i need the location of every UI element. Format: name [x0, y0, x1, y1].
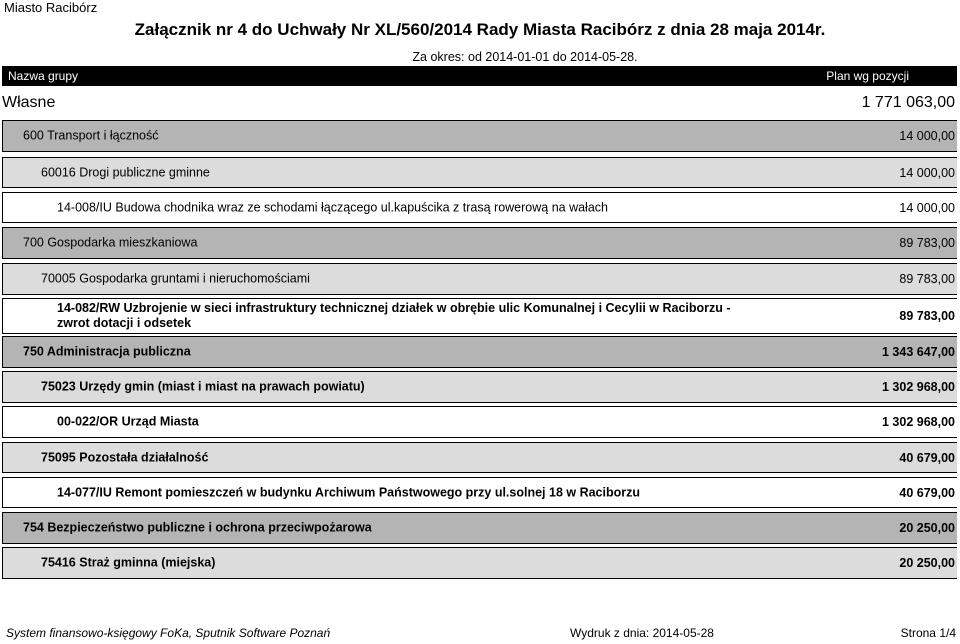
table-row-task — [2, 298, 957, 334]
city-name: Miasto Racibórz — [4, 0, 98, 15]
table-row-chapter — [2, 371, 957, 403]
row-label: 60016 Drogi publiczne gminne — [41, 165, 210, 179]
table-row-section — [2, 512, 957, 544]
row-value: 40 679,00 — [899, 450, 955, 465]
table-row-chapter — [2, 157, 957, 188]
table-row-task — [2, 406, 957, 438]
row-label: 14-077/IU Remont pomieszczeń w budynku Archiwum Państwowego przy ul.solnej 18 w Raciborzu — [57, 485, 640, 499]
footer-print-date: Wydruk z dnia: 2014-05-28 — [570, 626, 714, 640]
table-header — [2, 66, 957, 86]
table-row-section — [2, 227, 957, 259]
row-value: 89 783,00 — [899, 236, 955, 250]
document-title: Załącznik nr 4 do Uchwały Nr XL/560/2014 Rady Miasta Racibórz z dnia 28 maja 2014r. — [134, 20, 826, 39]
table-row-chapter — [2, 547, 957, 579]
row-value: 14 000,00 — [899, 129, 955, 143]
row-value: 14 000,00 — [899, 165, 955, 180]
group-own-value: 1 771 063,00 — [861, 94, 955, 111]
table-row-chapter — [2, 263, 957, 295]
row-value: 1 302 968,00 — [882, 415, 955, 429]
table-row-task — [2, 477, 957, 508]
row-value: 40 679,00 — [899, 485, 955, 500]
table-row-task — [2, 192, 957, 223]
table-row-section — [2, 120, 957, 152]
row-label: 700 Gospodarka mieszkaniowa — [23, 235, 198, 250]
row-label: 600 Transport i łączność — [23, 128, 159, 143]
row-value: 1 343 647,00 — [882, 345, 955, 359]
header-plan: Plan wg pozycji — [826, 69, 909, 83]
row-label: 75023 Urzędy gmin (miast i miast na prawach powiatu) — [41, 379, 365, 394]
row-label: 75095 Pozostała działalność — [41, 450, 209, 464]
footer-system: System finansowo-księgowy FoKa, Sputnik Software Poznań — [6, 626, 331, 640]
row-label: 75416 Straż gminna (miejska) — [41, 555, 216, 570]
row-label: 754 Bezpieczeństwo publiczne i ochrona przeciwpożarowa — [23, 520, 372, 535]
report-period: Za okres: od 2014-01-01 do 2014-05-28. — [412, 50, 638, 64]
row-label: 00-022/OR Urząd Miasta — [57, 414, 199, 429]
row-label: 14-082/RW Uzbrojenie w sieci infrastruktury technicznej działek w obrębie ulic Komunalnej i Cecylii w Raciborzu - zwrot dotacji i odsetek — [57, 301, 731, 330]
group-own — [2, 88, 957, 118]
row-label: 750 Administracja publiczna — [23, 344, 191, 359]
row-value: 14 000,00 — [899, 200, 955, 215]
row-label: 70005 Gospodarka gruntami i nieruchomościami — [41, 271, 310, 286]
group-own-label: Własne — [2, 94, 56, 111]
row-value: 89 783,00 — [899, 309, 955, 323]
table-row-section — [2, 336, 957, 368]
table-row-chapter — [2, 442, 957, 473]
footer-page-number: Strona 1/4 — [900, 626, 956, 640]
row-value: 20 250,00 — [899, 521, 955, 535]
row-value: 20 250,00 — [899, 556, 955, 570]
row-value: 1 302 968,00 — [882, 380, 955, 394]
row-label: 14-008/IU Budowa chodnika wraz ze schodami łączącego ul.kapuścika z trasą rowerową na wałach — [57, 200, 608, 214]
header-group-name: Nazwa grupy — [8, 69, 79, 83]
row-value: 89 783,00 — [899, 272, 955, 286]
